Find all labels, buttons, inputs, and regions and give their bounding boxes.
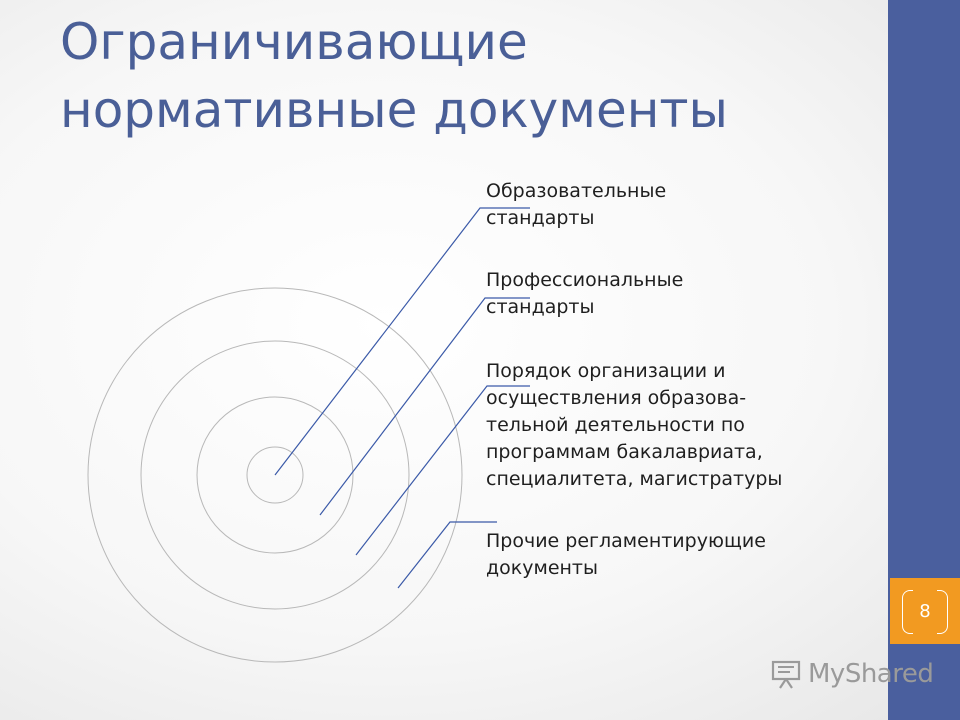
label-professional-standards [486,267,846,321]
label-line: осуществления образова- [486,387,747,409]
presentation-board-icon [770,658,802,690]
label-line: стандарты [486,207,595,229]
slide-title-line-2: нормативные документы [60,81,729,139]
label-line: программам бакалавриата, [486,441,763,463]
label-line: специалитета, магистратуры [486,468,783,490]
label-line: Профессиональные [486,269,684,291]
label-line: Порядок организации и [486,360,726,382]
label-line: документы [486,557,598,579]
watermark-text: MyShared [808,659,934,689]
leader-line-4 [398,522,497,588]
label-line: Образовательные [486,180,667,202]
label-line: стандарты [486,296,595,318]
label-line: Прочие регламентирующие [486,530,766,552]
watermark [770,654,933,694]
label-procedure [486,358,846,493]
label-line: тельной деятельности по [486,414,745,436]
page-number: 8 [919,600,931,622]
label-other-documents [486,528,846,582]
slide-title-line-1: Ограничивающие [60,13,528,71]
label-educational-standards [486,178,846,232]
